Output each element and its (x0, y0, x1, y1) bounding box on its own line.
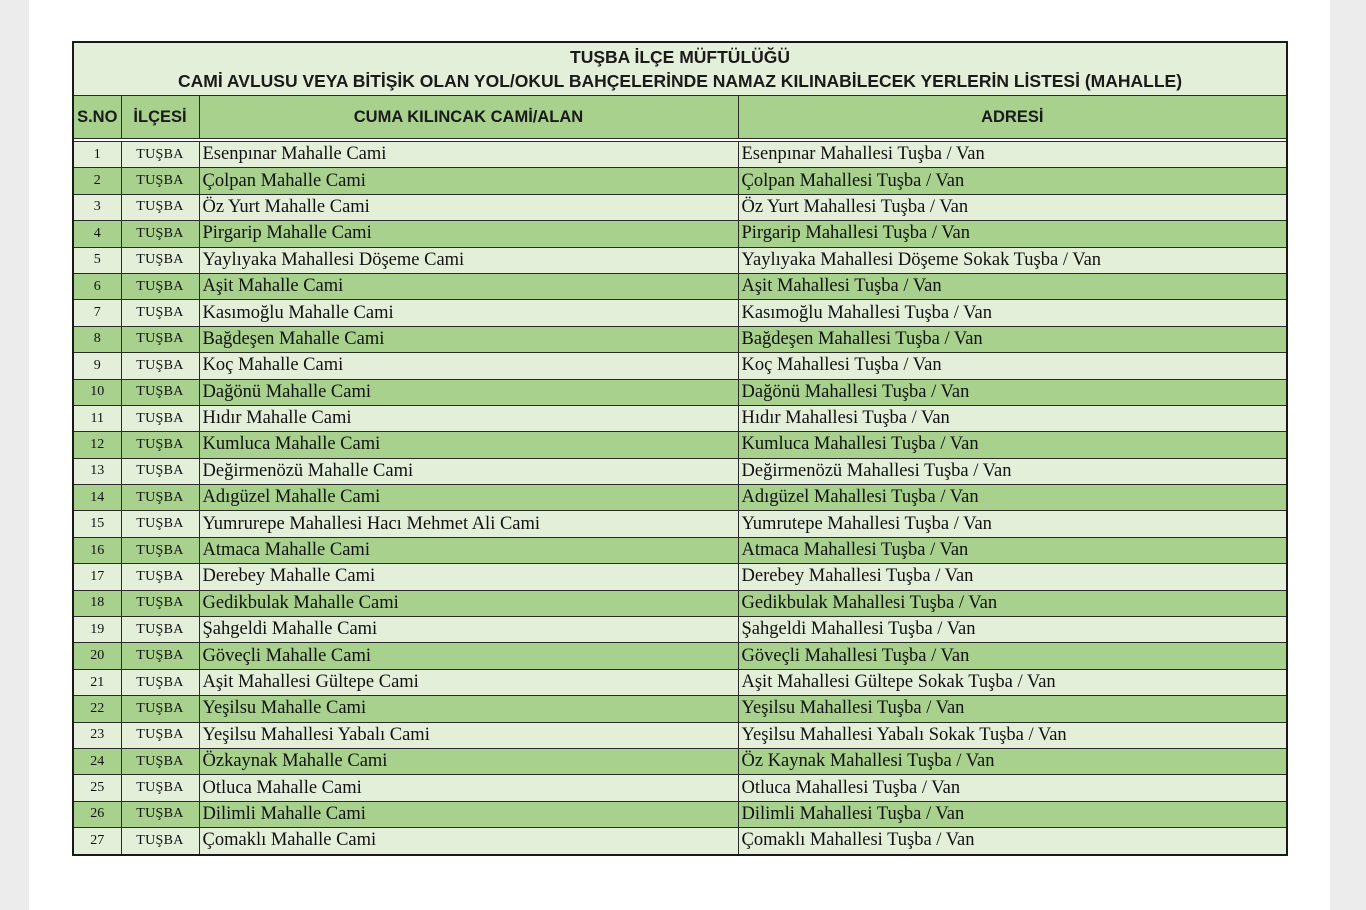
row-address: Pirgarip Mahallesi Tuşba / Van (738, 221, 1287, 247)
table-row (73, 300, 1287, 326)
row-number: 22 (73, 696, 121, 722)
row-number: 20 (73, 643, 121, 669)
table-row (73, 748, 1287, 774)
row-mosque-name: Adıgüzel Mahalle Cami (199, 485, 738, 511)
row-number: 6 (73, 273, 121, 299)
row-mosque-name: Yaylıyaka Mahallesi Döşeme Cami (199, 247, 738, 273)
row-number: 17 (73, 564, 121, 590)
row-number: 1 (73, 142, 121, 168)
row-mosque-name: Kumluca Mahalle Cami (199, 432, 738, 458)
row-district: TUŞBA (121, 432, 199, 458)
row-district: TUŞBA (121, 775, 199, 801)
row-address: Otluca Mahallesi Tuşba / Van (738, 775, 1287, 801)
row-number: 7 (73, 300, 121, 326)
row-mosque-name: Dilimli Mahalle Cami (199, 801, 738, 827)
row-number: 21 (73, 669, 121, 695)
row-district: TUŞBA (121, 458, 199, 484)
row-address: Dağönü Mahallesi Tuşba / Van (738, 379, 1287, 405)
row-address: Adıgüzel Mahallesi Tuşba / Van (738, 485, 1287, 511)
table-row (73, 273, 1287, 299)
table-row (73, 511, 1287, 537)
row-address: Aşit Mahallesi Tuşba / Van (738, 273, 1287, 299)
row-district: TUŞBA (121, 590, 199, 616)
table-row (73, 590, 1287, 616)
table-row (73, 379, 1287, 405)
table-row (73, 458, 1287, 484)
title-row (73, 42, 1287, 96)
row-mosque-name: Koç Mahalle Cami (199, 353, 738, 379)
row-address: Bağdeşen Mahallesi Tuşba / Van (738, 326, 1287, 352)
document-title (73, 42, 1287, 96)
row-district: TUŞBA (121, 748, 199, 774)
row-number: 18 (73, 590, 121, 616)
row-mosque-name: Derebey Mahalle Cami (199, 564, 738, 590)
table-row (73, 537, 1287, 563)
row-number: 12 (73, 432, 121, 458)
row-number: 24 (73, 748, 121, 774)
row-number: 9 (73, 353, 121, 379)
row-mosque-name: Özkaynak Mahalle Cami (199, 748, 738, 774)
row-number: 19 (73, 617, 121, 643)
row-address: Çomaklı Mahallesi Tuşba / Van (738, 828, 1287, 855)
row-address: Kumluca Mahallesi Tuşba / Van (738, 432, 1287, 458)
row-mosque-name: Atmaca Mahalle Cami (199, 537, 738, 563)
table-row (73, 669, 1287, 695)
table-row (73, 775, 1287, 801)
table-row (73, 722, 1287, 748)
row-district: TUŞBA (121, 247, 199, 273)
row-number: 13 (73, 458, 121, 484)
table-row (73, 485, 1287, 511)
row-district: TUŞBA (121, 194, 199, 220)
row-number: 2 (73, 168, 121, 194)
row-mosque-name: Çomaklı Mahalle Cami (199, 828, 738, 855)
row-mosque-name: Yeşilsu Mahalle Cami (199, 696, 738, 722)
row-district: TUŞBA (121, 326, 199, 352)
row-mosque-name: Hıdır Mahalle Cami (199, 405, 738, 431)
row-district: TUŞBA (121, 273, 199, 299)
row-mosque-name: Bağdeşen Mahalle Cami (199, 326, 738, 352)
row-number: 10 (73, 379, 121, 405)
row-mosque-name: Aşit Mahalle Cami (199, 273, 738, 299)
row-district: TUŞBA (121, 485, 199, 511)
row-address: Hıdır Mahallesi Tuşba / Van (738, 405, 1287, 431)
row-address: Çolpan Mahallesi Tuşba / Van (738, 168, 1287, 194)
row-address: Derebey Mahallesi Tuşba / Van (738, 564, 1287, 590)
row-address: Değirmenözü Mahallesi Tuşba / Van (738, 458, 1287, 484)
row-mosque-name: Dağönü Mahalle Cami (199, 379, 738, 405)
row-number: 11 (73, 405, 121, 431)
table-row (73, 353, 1287, 379)
row-address: Kasımoğlu Mahallesi Tuşba / Van (738, 300, 1287, 326)
row-district: TUŞBA (121, 142, 199, 168)
table-row (73, 168, 1287, 194)
row-address: Yeşilsu Mahallesi Tuşba / Van (738, 696, 1287, 722)
row-address: Aşit Mahallesi Gültepe Sokak Tuşba / Van (738, 669, 1287, 695)
table-row (73, 801, 1287, 827)
table-row (73, 142, 1287, 168)
table-row (73, 643, 1287, 669)
row-address: Yaylıyaka Mahallesi Döşeme Sokak Tuşba / Van (738, 247, 1287, 273)
row-address: Atmaca Mahallesi Tuşba / Van (738, 537, 1287, 563)
table-row (73, 326, 1287, 352)
row-mosque-name: Değirmenözü Mahalle Cami (199, 458, 738, 484)
row-address: Göveçli Mahallesi Tuşba / Van (738, 643, 1287, 669)
row-district: TUŞBA (121, 801, 199, 827)
row-mosque-name: Aşit Mahallesi Gültepe Cami (199, 669, 738, 695)
row-address: Yumrutepe Mahallesi Tuşba / Van (738, 511, 1287, 537)
row-district: TUŞBA (121, 379, 199, 405)
table-row (73, 405, 1287, 431)
row-district: TUŞBA (121, 221, 199, 247)
row-district: TUŞBA (121, 537, 199, 563)
column-header-mosque: CUMA KILINCAK CAMİ/ALAN (199, 96, 738, 139)
row-number: 16 (73, 537, 121, 563)
row-address: Öz Yurt Mahallesi Tuşba / Van (738, 194, 1287, 220)
row-number: 27 (73, 828, 121, 855)
table-row (73, 828, 1287, 855)
table-row (73, 617, 1287, 643)
table-row (73, 221, 1287, 247)
row-mosque-name: Öz Yurt Mahalle Cami (199, 194, 738, 220)
row-address: Şahgeldi Mahallesi Tuşba / Van (738, 617, 1287, 643)
row-address: Esenpınar Mahallesi Tuşba / Van (738, 142, 1287, 168)
row-district: TUŞBA (121, 353, 199, 379)
row-address: Dilimli Mahallesi Tuşba / Van (738, 801, 1287, 827)
table-row (73, 696, 1287, 722)
row-district: TUŞBA (121, 564, 199, 590)
row-number: 15 (73, 511, 121, 537)
row-number: 8 (73, 326, 121, 352)
row-mosque-name: Gedikbulak Mahalle Cami (199, 590, 738, 616)
row-number: 5 (73, 247, 121, 273)
row-mosque-name: Yumrurepe Mahallesi Hacı Mehmet Ali Cami (199, 511, 738, 537)
mosque-list-table (72, 41, 1288, 856)
row-district: TUŞBA (121, 617, 199, 643)
row-district: TUŞBA (121, 300, 199, 326)
row-number: 14 (73, 485, 121, 511)
table-row (73, 247, 1287, 273)
column-header-address: ADRESİ (738, 96, 1287, 139)
row-address: Koç Mahallesi Tuşba / Van (738, 353, 1287, 379)
column-header-district: İLÇESİ (121, 96, 199, 139)
row-number: 23 (73, 722, 121, 748)
row-district: TUŞBA (121, 168, 199, 194)
row-mosque-name: Esenpınar Mahalle Cami (199, 142, 738, 168)
row-mosque-name: Kasımoğlu Mahalle Cami (199, 300, 738, 326)
row-mosque-name: Göveçli Mahalle Cami (199, 643, 738, 669)
row-district: TUŞBA (121, 696, 199, 722)
row-address: Öz Kaynak Mahallesi Tuşba / Van (738, 748, 1287, 774)
row-mosque-name: Yeşilsu Mahallesi Yabalı Cami (199, 722, 738, 748)
title-line-1: TUŞBA İLÇE MÜFTÜLÜĞÜ (570, 47, 791, 67)
row-mosque-name: Pirgarip Mahalle Cami (199, 221, 738, 247)
row-number: 26 (73, 801, 121, 827)
row-mosque-name: Otluca Mahalle Cami (199, 775, 738, 801)
row-district: TUŞBA (121, 722, 199, 748)
row-number: 4 (73, 221, 121, 247)
row-district: TUŞBA (121, 669, 199, 695)
row-district: TUŞBA (121, 511, 199, 537)
header-row (73, 96, 1287, 139)
column-header-no: S.NO (73, 96, 121, 139)
row-number: 3 (73, 194, 121, 220)
row-district: TUŞBA (121, 828, 199, 855)
row-address: Gedikbulak Mahallesi Tuşba / Van (738, 590, 1287, 616)
row-address: Yeşilsu Mahallesi Yabalı Sokak Tuşba / Van (738, 722, 1287, 748)
row-mosque-name: Çolpan Mahalle Cami (199, 168, 738, 194)
title-line-2: CAMİ AVLUSU VEYA BİTİŞİK OLAN YOL/OKUL BAHÇELERİNDE NAMAZ KILINABİLECEK YERLERİN LİSTESİ (MAHALLE) (178, 71, 1183, 91)
row-mosque-name: Şahgeldi Mahalle Cami (199, 617, 738, 643)
table-row (73, 194, 1287, 220)
table-row (73, 432, 1287, 458)
row-district: TUŞBA (121, 405, 199, 431)
row-district: TUŞBA (121, 643, 199, 669)
table-row (73, 564, 1287, 590)
row-number: 25 (73, 775, 121, 801)
